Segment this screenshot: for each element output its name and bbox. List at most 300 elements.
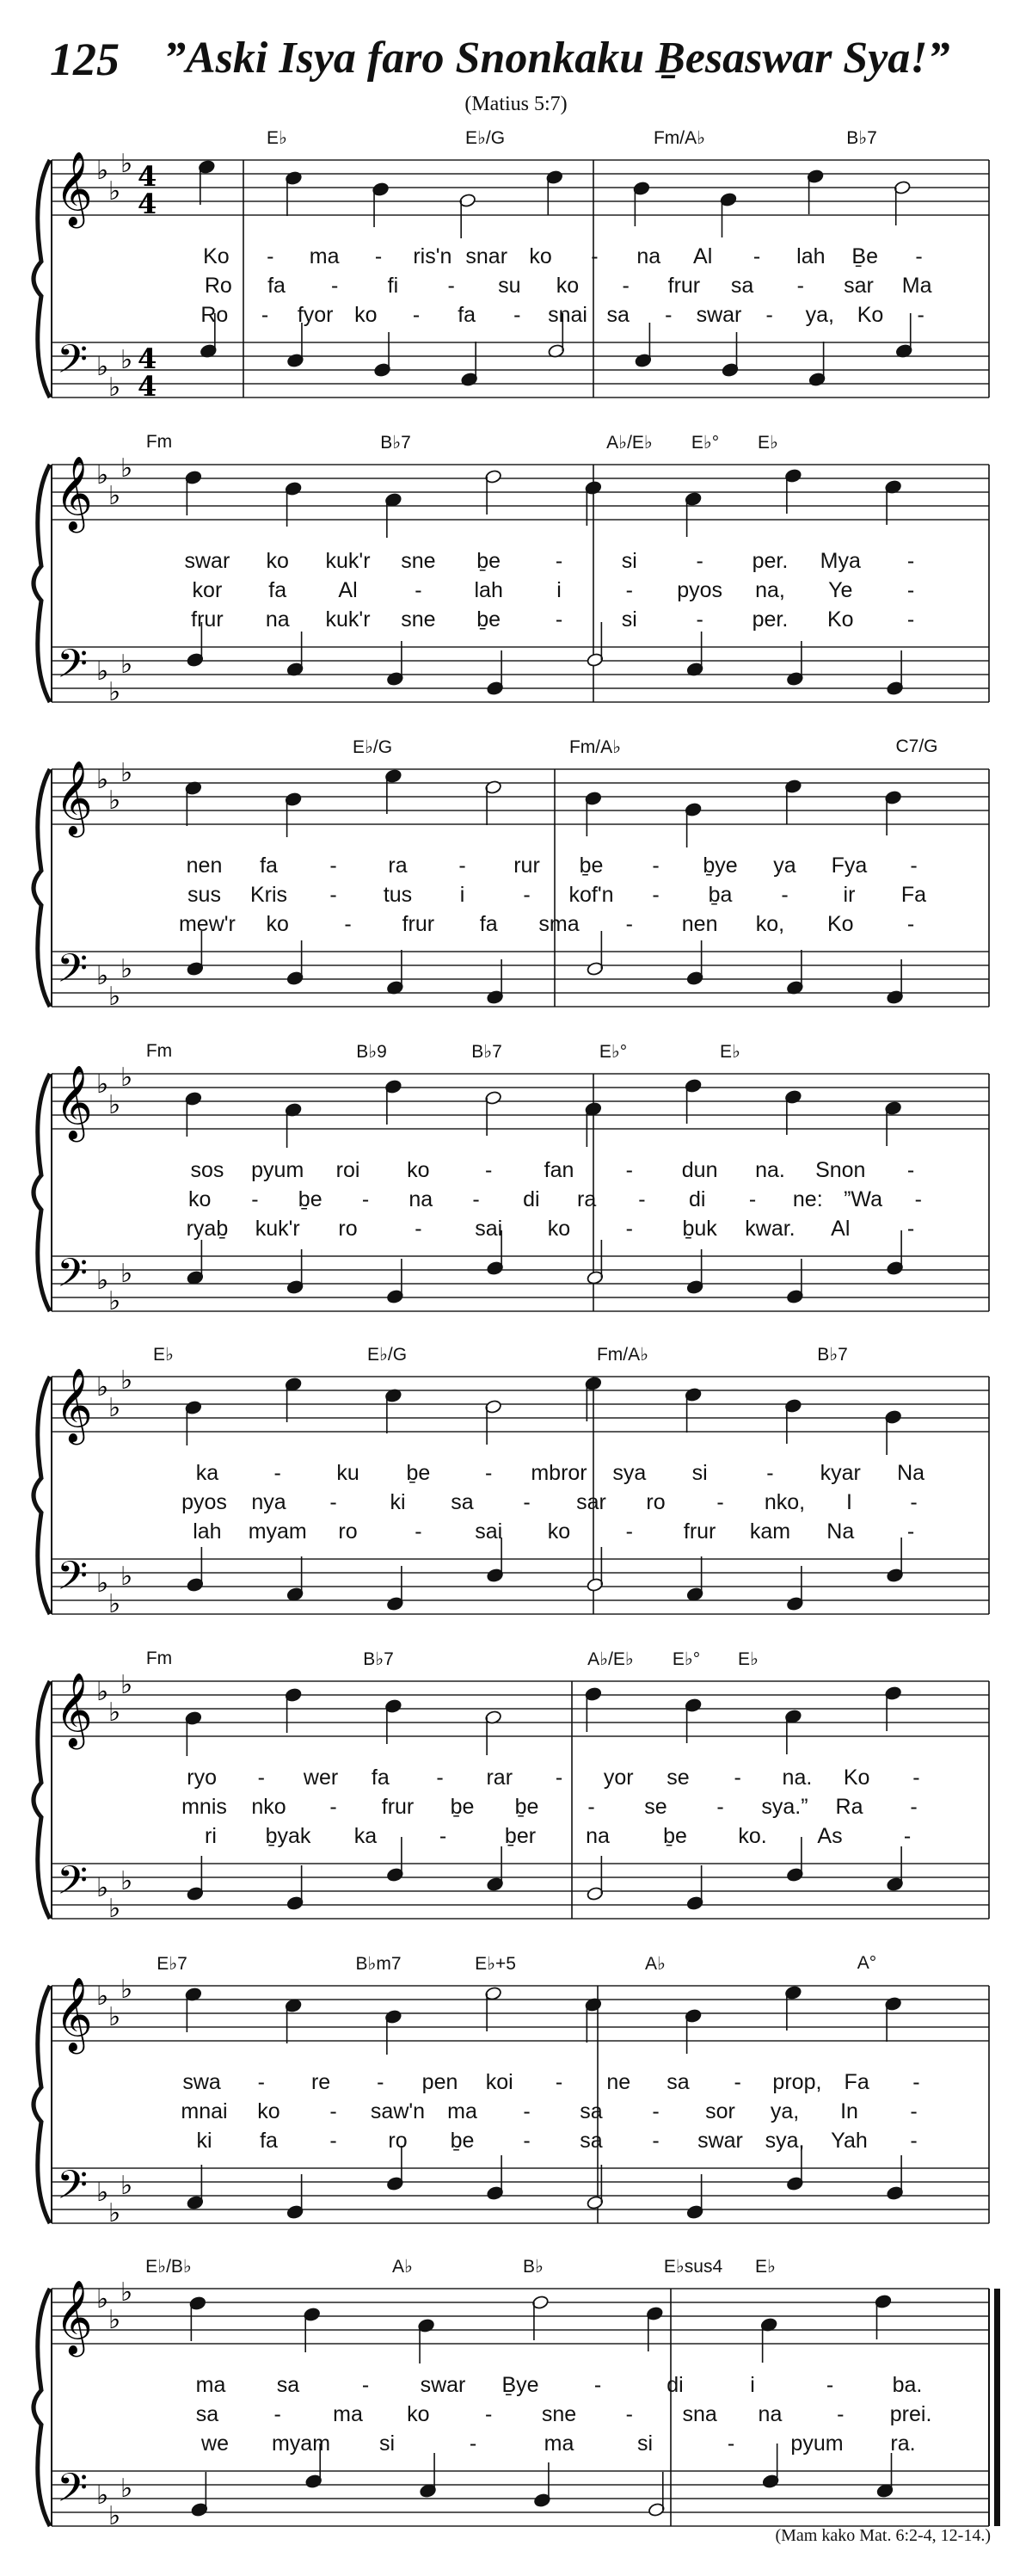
lyric-syllable: ko [556, 274, 580, 298]
lyric-syllable: Ro [204, 274, 232, 298]
lyric-syllable: - [329, 883, 337, 907]
lyric-syllable: Ma [901, 274, 932, 298]
lyric-syllable: - [485, 2402, 493, 2426]
chord-symbol: E♭ [758, 433, 778, 453]
lyric-syllable: rur [513, 854, 540, 878]
flat-icon: ♭ [96, 1266, 109, 1296]
lyric-syllable: sar [576, 1490, 606, 1514]
lyric-syllable: yor [603, 1766, 634, 1790]
lyric-syllable: ne: [792, 1187, 823, 1211]
flat-icon: ♭ [96, 156, 109, 186]
flat-icon: ♭ [108, 2501, 121, 2531]
lyric-syllable: we [201, 2431, 229, 2456]
lyric-syllable: - [906, 1217, 915, 1241]
lyric-syllable: ḇe [579, 854, 604, 878]
flat-icon: ♭ [96, 961, 109, 991]
chord-symbol: A♭/E♭ [606, 433, 653, 453]
lyric-syllable: i [459, 883, 465, 907]
treble-clef-icon: 𝄞 [55, 2280, 93, 2354]
lyric-syllable: - [652, 2099, 660, 2123]
chord-symbol: E♭ [738, 1649, 759, 1669]
chord-symbol: B♭7 [846, 128, 877, 148]
flat-icon: ♭ [108, 1894, 121, 1924]
lyric-syllable: sai [475, 1217, 503, 1241]
lyric-syllable: - [257, 1766, 266, 1790]
lyric-syllable: ḇa [708, 883, 733, 907]
lyric-syllable: - [652, 2129, 660, 2153]
lyric-syllable: mew'r [178, 912, 236, 936]
lyric-syllable: sne [541, 2402, 577, 2426]
lyric-syllable: Kris [249, 883, 288, 907]
brace [34, 769, 50, 1007]
lyric-syllable: - [696, 549, 703, 573]
lyric-syllable: sai [475, 1519, 503, 1544]
lyric-syllable: - [826, 2373, 834, 2397]
lyric-syllable: - [906, 549, 915, 573]
lyric-syllable: - [523, 2129, 531, 2153]
lyric-syllable: - [329, 854, 337, 878]
chord-symbol: B♭ [523, 2257, 544, 2277]
lyric-syllable: ryo [187, 1766, 217, 1790]
lyric-syllable: rar [486, 1766, 513, 1790]
lyric-syllable: ko [547, 1519, 571, 1544]
chord-symbol: E♭+5 [475, 1954, 516, 1974]
chord-symbol: Fm/A♭ [653, 128, 706, 148]
flat-icon: ♭ [120, 1562, 133, 1592]
flat-icon: ♭ [96, 1568, 109, 1599]
footer-reference: (Mam kako Mat. 6:2-4, 12-14.) [775, 2526, 991, 2545]
flat-icon: ♭ [108, 1090, 121, 1120]
flat-icon: ♭ [96, 1069, 109, 1100]
lyric-syllable: prei. [889, 2402, 932, 2426]
music-system [0, 432, 1032, 752]
lyric-syllable: si [378, 2431, 396, 2456]
lyric-syllable: swar [696, 303, 742, 327]
lyric-syllable: ḇe [406, 1461, 431, 1485]
lyric-syllable: - [273, 1461, 281, 1485]
bass-clef-icon: 𝄢 [57, 1250, 89, 1306]
flat-icon: ♭ [120, 650, 133, 680]
lyric-syllable: sa [195, 2402, 219, 2426]
lyric-syllable: In [840, 2099, 858, 2123]
lyric-syllable: ”Wa [844, 1187, 883, 1211]
lyric-syllable: sa [580, 2099, 603, 2123]
chord-symbol: E♭ [267, 128, 287, 148]
lyric-syllable: - [665, 303, 673, 327]
music-system [0, 127, 1032, 447]
bass-clef-icon: 𝄢 [57, 1858, 89, 1914]
lyric-syllable: sya, [765, 2129, 805, 2153]
lyric-syllable: - [374, 244, 383, 268]
lyric-syllable: Ro [200, 303, 229, 327]
chord-symbol: B♭7 [471, 1042, 502, 1062]
chord-symbol: C7/G [895, 736, 938, 756]
lyric-syllable: ḇe [298, 1187, 322, 1211]
lyric-syllable: sa [730, 274, 754, 298]
lyric-syllable: - [257, 2070, 266, 2094]
lyric-syllable: ris'n [413, 244, 452, 268]
lyric-syllable: I [846, 1490, 852, 1514]
lyric-syllable: - [331, 274, 339, 298]
lyric-syllable: na [758, 2402, 783, 2426]
music-system [0, 1649, 1032, 1969]
lyric-syllable: - [436, 1766, 444, 1790]
lyric-syllable: ko [547, 1217, 571, 1241]
lyric-syllable: - [716, 1490, 724, 1514]
lyric-syllable: si [636, 2431, 654, 2456]
flat-icon: ♭ [120, 149, 133, 179]
chord-symbol: A♭/E♭ [587, 1649, 634, 1669]
lyric-syllable: Al [831, 1217, 851, 1241]
lyric-syllable: Fa [844, 2070, 869, 2094]
flat-icon: ♭ [108, 2198, 121, 2228]
lyric-syllable: sus [187, 883, 221, 907]
lyric-syllable: - [734, 1766, 741, 1790]
lyric-syllable: fa [260, 2129, 278, 2153]
chord-symbol: A° [857, 1953, 877, 1973]
lyric-syllable: Ko [857, 303, 884, 327]
lyric-syllable: ko [354, 303, 378, 327]
lyric-syllable: Ko [826, 912, 854, 936]
staff-system-graphic [0, 1344, 1032, 1664]
lyric-syllable: pen [421, 2070, 458, 2094]
hymn-title: ”Aski Isya faro Snonkaku Ḇesaswar Sya!” [163, 34, 950, 83]
chord-symbol: E♭° [691, 433, 720, 453]
staff-system-graphic [0, 736, 1032, 1057]
lyric-syllable: - [625, 1217, 633, 1241]
lyric-syllable: - [837, 2402, 845, 2426]
chord-symbol: E♭/G [352, 737, 393, 757]
lyric-syllable: - [415, 1217, 422, 1241]
lyric-syllable: si [691, 1461, 708, 1485]
lyric-syllable: ko, [755, 912, 785, 936]
lyric-syllable: ba. [892, 2373, 923, 2397]
lyric-syllable: nen [681, 912, 718, 936]
lyric-syllable: - [910, 854, 918, 878]
lyric-syllable: - [765, 303, 773, 327]
lyric-syllable: ḇer [504, 1824, 537, 1848]
music-system [0, 1953, 1032, 2273]
lyric-syllable: - [591, 244, 599, 268]
flat-icon: ♭ [108, 1393, 121, 1423]
lyric-syllable: fan [544, 1158, 574, 1182]
lyric-syllable: ko [257, 2099, 280, 2123]
lyric-syllable: nko, [764, 1490, 806, 1514]
lyric-syllable: Fa [900, 883, 927, 907]
chord-symbol: E♭° [599, 1042, 628, 1062]
lyric-syllable: lah [796, 244, 826, 268]
lyric-syllable: - [781, 883, 789, 907]
flat-icon: ♭ [96, 2178, 109, 2208]
lyric-syllable: - [906, 1158, 915, 1182]
lyric-syllable: - [523, 1490, 531, 1514]
lyric-syllable: roi [335, 1158, 360, 1182]
treble-clef-icon: 𝄞 [55, 761, 93, 835]
lyric-syllable: su [498, 274, 521, 298]
flat-icon: ♭ [108, 982, 121, 1012]
lyric-syllable: ma [333, 2402, 363, 2426]
treble-clef-icon: 𝄞 [55, 1673, 93, 1747]
lyric-syllable: - [485, 1158, 493, 1182]
lyric-syllable: ko [266, 549, 289, 573]
lyric-syllable: nya [251, 1490, 286, 1514]
lyric-syllable: Na [826, 1519, 855, 1544]
lyric-syllable: - [748, 1187, 757, 1211]
lyric-syllable: dun [681, 1158, 718, 1182]
lyric-syllable: kuk'r [325, 549, 371, 573]
lyric-syllable: kuk'r [255, 1217, 300, 1241]
lyric-syllable: - [329, 2129, 337, 2153]
lyric-syllable: - [267, 244, 274, 268]
lyric-syllable: - [625, 2402, 633, 2426]
brace [34, 160, 50, 397]
lyric-syllable: - [696, 607, 703, 632]
lyric-syllable: sa [606, 303, 630, 327]
lyric-syllable: frur [381, 1795, 415, 1819]
lyric-syllable: ḇyak [265, 1824, 311, 1848]
chord-symbol: E♭ [755, 2257, 776, 2277]
flat-icon: ♭ [96, 765, 109, 795]
lyric-syllable: pyos [677, 578, 723, 602]
lyric-syllable: Ko [843, 1766, 870, 1790]
lyric-syllable: frur [683, 1519, 716, 1544]
lyric-syllable: nen [186, 854, 223, 878]
lyric-syllable: fa [268, 578, 287, 602]
lyric-syllable: sna [682, 2402, 717, 2426]
lyric-syllable: Ko [203, 244, 230, 268]
lyric-syllable: - [447, 274, 455, 298]
lyric-syllable: Ko [826, 607, 854, 632]
lyric-syllable: - [469, 2431, 477, 2456]
lyric-syllable: kam [749, 1519, 791, 1544]
chord-symbol: Fm [145, 1649, 173, 1668]
lyric-syllable: - [523, 2099, 531, 2123]
flat-icon: ♭ [96, 1372, 109, 1402]
lyric-syllable: - [716, 1795, 724, 1819]
scripture-reference: (Matius 5:7) [464, 93, 568, 115]
lyric-syllable: prop, [772, 2070, 822, 2094]
lyric-syllable: - [652, 854, 660, 878]
hymn-number: 125 [50, 34, 120, 85]
lyric-syllable: se [644, 1795, 667, 1819]
lyric-syllable: ra [577, 1187, 597, 1211]
flat-icon: ♭ [120, 954, 133, 984]
lyric-syllable: wer [303, 1766, 339, 1790]
lyric-syllable: - [458, 854, 466, 878]
lyric-syllable: lah [193, 1519, 222, 1544]
flat-icon: ♭ [96, 1981, 109, 2012]
lyric-syllable: - [344, 912, 352, 936]
lyric-syllable: ma [195, 2373, 226, 2397]
lyric-syllable: nko [251, 1795, 286, 1819]
lyric-syllable: pyos [181, 1490, 227, 1514]
lyric-syllable: - [555, 2070, 563, 2094]
lyric-syllable: di [523, 1187, 540, 1211]
chord-symbol: E♭sus4 [663, 2257, 723, 2277]
lyric-syllable: - [910, 2129, 918, 2153]
lyric-syllable: per. [752, 549, 789, 573]
lyric-syllable: Al [693, 244, 713, 268]
lyric-syllable: na [586, 1824, 610, 1848]
lyric-syllable: ra [388, 854, 408, 878]
lyric-syllable: frur [402, 912, 435, 936]
lyric-syllable: - [622, 274, 630, 298]
flat-icon: ♭ [120, 2171, 133, 2201]
flat-icon: ♭ [108, 2002, 121, 2032]
lyric-syllable: mbror [531, 1461, 587, 1485]
lyric-syllable: na [636, 244, 661, 268]
lyric-syllable: swar [697, 2129, 743, 2153]
lyric-syllable: ya, [805, 303, 835, 327]
lyric-syllable: sar [844, 274, 874, 298]
lyric-syllable: - [555, 607, 563, 632]
lyric-syllable: ra. [890, 2431, 916, 2456]
lyric-syllable: ḇuk [682, 1217, 717, 1241]
chord-symbol: Fm/A♭ [568, 737, 622, 757]
lyric-syllable: fyor [297, 303, 334, 327]
lyric-syllable: na [408, 1187, 433, 1211]
lyric-syllable: - [912, 2070, 920, 2094]
lyric-syllable: Fya [831, 854, 868, 878]
lyric-syllable: - [917, 303, 924, 327]
lyric-syllable: - [903, 1824, 912, 1848]
lyric-syllable: sa [276, 2373, 300, 2397]
flat-icon: ♭ [108, 786, 121, 816]
lyric-syllable: ya, [770, 2099, 800, 2123]
chord-symbol: E♭/G [464, 128, 506, 148]
lyric-syllable: ḇe [450, 1795, 475, 1819]
flat-icon: ♭ [120, 758, 133, 788]
lyric-syllable: per. [752, 607, 789, 632]
lyric-syllable: - [910, 1795, 918, 1819]
lyric-syllable: ḇe [476, 549, 501, 573]
lyric-syllable: - [329, 1795, 337, 1819]
lyric-syllable: fa [479, 912, 498, 936]
lyric-syllable: - [734, 2070, 741, 2094]
lyric-syllable: saw'n [370, 2099, 426, 2123]
flat-icon: ♭ [96, 352, 109, 382]
lyric-syllable: sne [401, 607, 436, 632]
chord-symbol: Fm/A♭ [596, 1345, 649, 1365]
staff-system-graphic [0, 1953, 1032, 2273]
flat-icon: ♭ [108, 1589, 121, 1619]
music-system [0, 736, 1032, 1057]
lyric-syllable: sa [580, 2129, 603, 2153]
lyric-syllable: - [472, 1187, 480, 1211]
flat-icon: ♭ [120, 2277, 133, 2308]
flat-icon: ♭ [108, 677, 121, 707]
lyric-syllable: - [910, 1490, 918, 1514]
lyric-syllable: sma [538, 912, 580, 936]
flat-icon: ♭ [108, 1698, 121, 1728]
lyric-syllable: ro [338, 1217, 358, 1241]
lyric-syllable: ku [336, 1461, 359, 1485]
chord-symbol: A♭ [392, 2257, 413, 2277]
chord-symbol: Fm [145, 1041, 173, 1061]
time-signature: 4 [138, 188, 157, 220]
lyric-syllable: ma [447, 2099, 477, 2123]
lyric-syllable: - [415, 1519, 422, 1544]
lyric-syllable: se [666, 1766, 690, 1790]
lyric-syllable: snar [465, 244, 508, 268]
chord-symbol: B♭7 [817, 1345, 848, 1365]
flat-icon: ♭ [96, 1873, 109, 1903]
lyric-syllable: Yah [831, 2129, 868, 2153]
flat-icon: ♭ [108, 373, 121, 403]
lyric-syllable: - [910, 2099, 918, 2123]
flat-icon: ♭ [108, 1286, 121, 1316]
lyric-syllable: - [377, 2070, 384, 2094]
chord-symbol: A♭ [645, 1954, 666, 1974]
flat-icon: ♭ [108, 2305, 121, 2335]
lyric-syllable: - [625, 1158, 633, 1182]
time-signature: 4 [138, 160, 157, 193]
lyric-syllable: - [555, 549, 563, 573]
lyric-syllable: Snon [815, 1158, 866, 1182]
flat-icon: ♭ [120, 1866, 133, 1896]
lyric-syllable: ki [196, 2129, 212, 2153]
lyric-syllable: ma [544, 2431, 574, 2456]
treble-clef-icon: 𝄞 [55, 151, 93, 225]
lyric-syllable: ka [195, 1461, 219, 1485]
lyric-syllable: ka [353, 1824, 378, 1848]
lyric-syllable: ya [773, 854, 796, 878]
brace [34, 1074, 50, 1311]
lyric-syllable: fa [371, 1766, 390, 1790]
flat-icon: ♭ [120, 1670, 133, 1700]
flat-icon: ♭ [96, 1677, 109, 1707]
staff-system-graphic [0, 432, 1032, 752]
brace [34, 1681, 50, 1919]
lyric-syllable: ro [338, 1519, 358, 1544]
lyric-syllable: i [750, 2373, 755, 2397]
lyric-syllable: ne [606, 2070, 631, 2094]
lyric-syllable: ri [205, 1824, 217, 1848]
lyric-syllable: mnai [181, 2099, 228, 2123]
lyric-syllable: ko [529, 244, 552, 268]
lyric-syllable: fa [267, 274, 286, 298]
flat-icon: ♭ [120, 1365, 133, 1396]
flat-icon: ♭ [120, 453, 133, 484]
lyric-syllable: - [555, 1766, 563, 1790]
lyric-syllable: sa [666, 2070, 690, 2094]
lyric-syllable: - [251, 1187, 259, 1211]
flat-icon: ♭ [120, 345, 133, 375]
lyric-syllable: kyar [820, 1461, 861, 1485]
lyric-syllable: tus [383, 883, 413, 907]
lyric-syllable: ko [407, 2402, 430, 2426]
lyric-syllable: sor [705, 2099, 735, 2123]
lyric-syllable: frur [667, 274, 701, 298]
lyric-syllable: ko [266, 912, 289, 936]
lyric-syllable: - [906, 607, 915, 632]
lyric-syllable: Ra [835, 1795, 863, 1819]
lyric-syllable: - [625, 578, 633, 602]
lyric-syllable: ḇe [663, 1824, 687, 1848]
bass-clef-icon: 𝄢 [57, 946, 89, 1001]
flat-icon: ♭ [108, 481, 121, 511]
bass-clef-icon: 𝄢 [57, 336, 89, 392]
lyric-syllable: - [766, 1461, 774, 1485]
lyric-syllable: swar [420, 2373, 466, 2397]
lyric-syllable: lah [474, 578, 503, 602]
lyric-syllable: ir [843, 883, 856, 907]
lyric-syllable: koi [485, 2070, 513, 2094]
lyric-syllable: ḇe [476, 607, 501, 632]
chord-symbol: E♭° [672, 1649, 701, 1669]
lyric-syllable: sa [451, 1490, 474, 1514]
lyric-syllable: di [666, 2373, 684, 2397]
